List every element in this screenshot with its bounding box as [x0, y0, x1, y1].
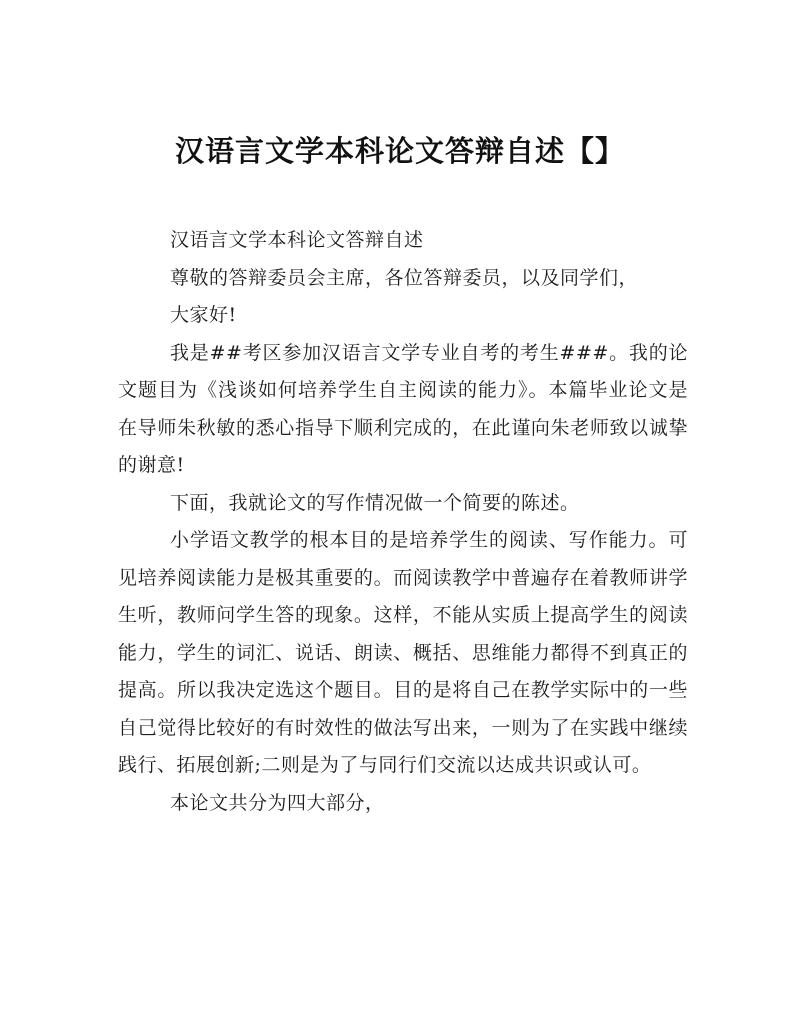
- paragraph-transition: 下面，我就论文的写作情况做一个简要的陈述。: [170, 491, 580, 514]
- document-title: 汉语言文学本科论文答辩自述【】: [174, 134, 625, 168]
- paragraph-topic-rationale: 小学语文教学的根本目的是培养学生的阅读、写作能力。可见培养阅读能力是极其重要的。而阅读教学中普遍存在着教师讲学生听，教师问学生答的现象。这样，不能从实质上提高学生的阅读能力，学生的词汇、说话、朗读、概括、思维能力都得不到真正的提高。所以我决定选这个题目。目的是将自己在教学实际中的一些自己觉得比较好的有时效性的做法写出来，一则为了在实践中继续践行、拓展创新;二则是为了与同行们交流以达成共识或认可。: [118, 529, 688, 776]
- paragraph-salutation: 尊敬的答辩委员会主席，各位答辩委员，以及同学们，: [170, 266, 639, 289]
- document-body: [118, 222, 688, 822]
- paragraph-introduction: 我是##考区参加汉语言文学专业自考的考生###。我的论文题目为《浅谈如何培养学生自主阅读的能力》。本篇毕业论文是在导师朱秋敏的悉心指导下顺利完成的，在此谨向朱老师致以诚挚的谢意!: [118, 341, 688, 476]
- paragraph-greeting: 大家好!: [170, 304, 237, 326]
- paragraph-heading: 汉语言文学本科论文答辩自述: [170, 229, 424, 251]
- paragraph-structure: 本论文共分为四大部分，: [170, 791, 385, 814]
